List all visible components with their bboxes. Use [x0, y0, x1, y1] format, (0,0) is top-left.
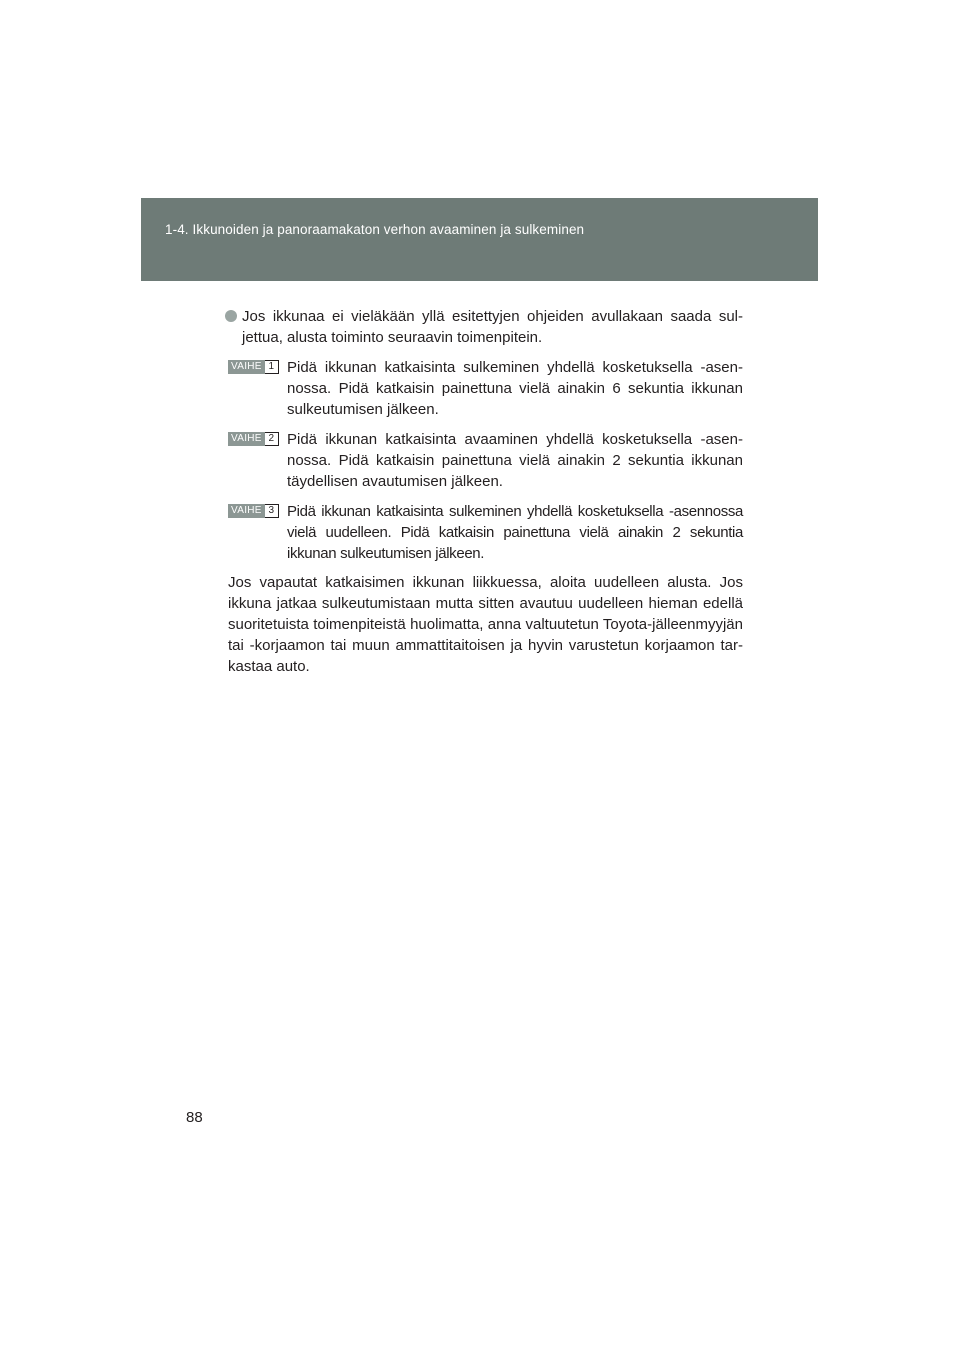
page-number: 88 [186, 1109, 203, 1126]
step-number: 2 [265, 432, 279, 446]
step-label: VAIHE [228, 432, 265, 446]
step-number: 1 [265, 360, 279, 374]
closing-paragraph: Jos vapautat katkaisimen ikkunan liikkuessa, aloita uudelleen alusta. Jos ikkuna jatkaa sulkeutumistaan mutta sitten avautuu uudelleen hieman edellä suoritetuista toimenpiteistä huolimatta, anna valtuutetun Toyota-jälleenmyyjän tai -korjaamon tai muun ammattitaitoisen ja hyvin varustetun korjaamon tarkastaa auto. [228, 574, 743, 675]
step-2 [228, 429, 743, 492]
step-text: Pidä ikkunan katkaisinta avaaminen yhdellä kosketuksella -asennossa. Pidä katkaisin painettuna vielä ainakin 2 sekuntia ikkunan täydellisen avautumisen jälkeen. [287, 431, 743, 490]
bullet-icon [225, 310, 237, 322]
step-badge [228, 504, 279, 518]
step-text: Pidä ikkunan katkaisinta sulkeminen yhdellä kosketuksella -asennossa vielä uudelleen. Pidä katkaisin painettuna vielä ainakin 2 sekuntia ikkunan sulkeutumisen jälkeen. [287, 503, 743, 562]
step-text: Pidä ikkunan katkaisinta sulkeminen yhdellä kosketuksella -asennossa. Pidä katkaisin painettuna vielä ainakin 6 sekuntia ikkunan sulkeutumisen jälkeen. [287, 359, 743, 418]
main-content [228, 306, 743, 677]
step-badge [228, 432, 279, 446]
section-header-band [141, 198, 818, 281]
step-1 [228, 357, 743, 420]
step-badge [228, 360, 279, 374]
step-label: VAIHE [228, 360, 265, 374]
step-3 [228, 501, 743, 564]
step-number: 3 [265, 504, 279, 518]
step-label: VAIHE [228, 504, 265, 518]
bullet-text: Jos ikkunaa ei vieläkään yllä esitettyjen ohjeiden avullakaan saada suljettua, alusta toiminto seuraavin toimenpitein. [242, 308, 743, 346]
section-title: 1-4. Ikkunoiden ja panoraamakaton verhon avaaminen ja sulkeminen [165, 222, 585, 237]
bullet-paragraph [228, 306, 743, 348]
